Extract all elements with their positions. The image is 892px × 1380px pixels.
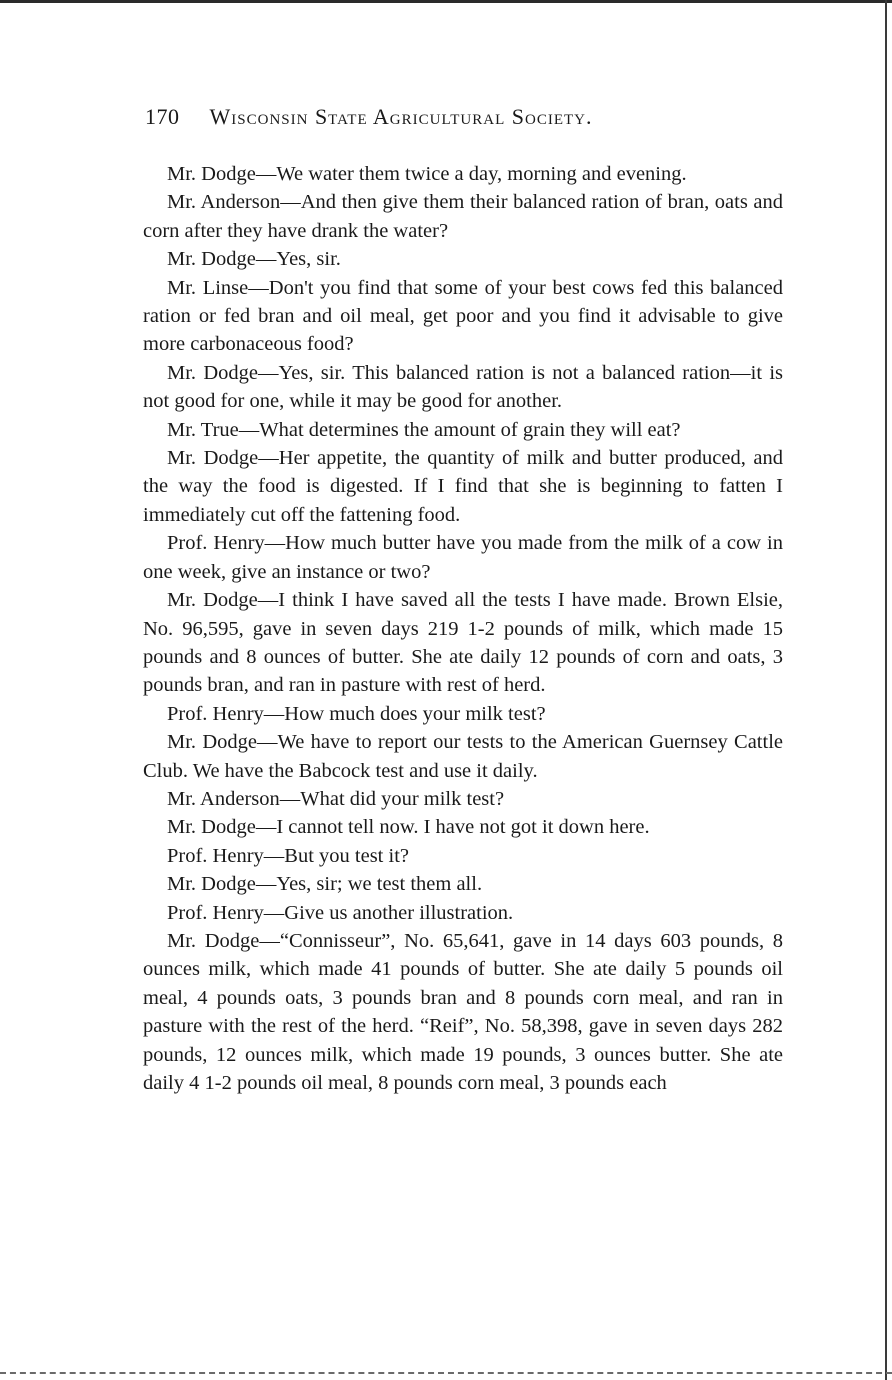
paragraph: Mr. Dodge—Her appetite, the quantity of milk and butter produced, and the way the food is digested. If I find that she is beginning to fatten I immediately cut off the fattening food. [143, 447, 783, 526]
paragraph: Mr. Dodge—Yes, sir. [167, 248, 341, 271]
paragraph: Prof. Henry—How much does your milk test? [167, 702, 546, 725]
paragraph: Mr. Dodge—I think I have saved all the tests I have made. Brown Elsie, No. 96,595, gave in seven days 219 1-2 pounds of milk, which made 15 pounds and 8 ounces of butter. She ate daily 12 pounds of corn and oats, 3 pounds bran, and ran in pasture with rest of herd. [143, 589, 783, 697]
running-head: Wisconsin State Agricultural Society. [209, 104, 593, 129]
paragraph: Mr. Anderson—What did your milk test? [167, 787, 505, 810]
paragraph: Mr. Dodge—“Connisseur”, No. 65,641, gave in 14 days 603 pounds, 8 ounces milk, which made 41 pounds of butter. She ate daily 5 pounds oil meal, 4 pounds oats, 3 pounds bran and 8 pounds corn meal, and ran in pasture with the rest of the herd. “Reif”, No. 58,398, gave in seven days 282 pounds, 12 ounces milk, which made 19 pounds, 3 ounces butter. She ate daily 4 1-2 pounds oil meal, 8 pounds corn meal, 3 pounds each [143, 929, 783, 1094]
paragraph: Mr. True—What determines the amount of grain they will eat? [167, 418, 681, 441]
right-border-rule [885, 0, 887, 1380]
paragraph: Mr. Dodge—Yes, sir; we test them all. [167, 873, 483, 896]
paragraph: Mr. Dodge—Yes, sir. This balanced ration is not a balanced ration—it is not good for one, while it may be good for another. [143, 361, 783, 413]
paragraph: Prof. Henry—But you test it? [167, 844, 409, 867]
paragraph: Mr. Linse—Don't you find that some of your best cows fed this balanced ration or fed bran and oil meal, get poor and you find it advisable to give more carbonaceous food? [143, 276, 783, 356]
top-border-rule [0, 0, 892, 3]
page-number: 170 [145, 104, 180, 129]
paragraph: Prof. Henry—How much butter have you made from the milk of a cow in one week, give an instance or two? [143, 532, 783, 583]
bottom-border-rule [0, 1372, 892, 1376]
paragraph: Mr. Dodge—We have to report our tests to the American Guernsey Cattle Club. We have the Babcock test and use it daily. [143, 731, 783, 782]
paragraph: Prof. Henry—Give us another illustration. [167, 901, 514, 924]
paragraph: Mr. Dodge—We water them twice a day, morning and evening. [167, 163, 687, 185]
page-header [145, 104, 785, 140]
paragraph: Mr. Anderson—And then give them their balanced ration of bran, oats and corn after they have drank the water? [143, 191, 783, 242]
body-text [143, 160, 783, 1097]
paragraph: Mr. Dodge—I cannot tell now. I have not got it down here. [167, 816, 650, 839]
